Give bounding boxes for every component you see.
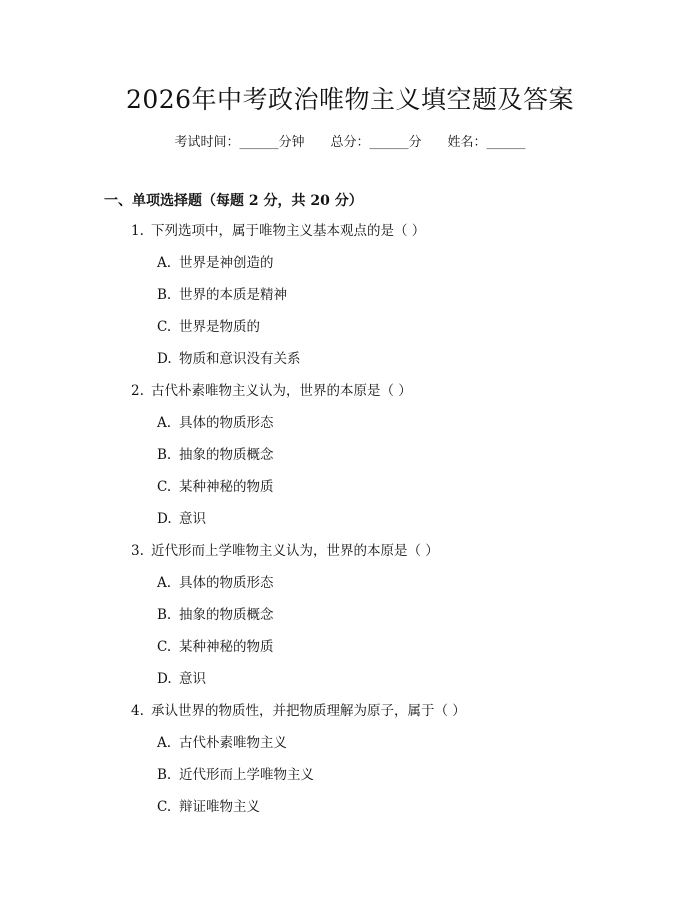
option-letter: C. — [157, 639, 172, 655]
question-list — [0, 221, 700, 829]
option-2a — [0, 413, 700, 445]
option-letter: B. — [157, 767, 172, 783]
option-letter: B. — [157, 287, 172, 303]
section-heading: 一、单项选择题（每题 2 分，共 20 分） — [104, 193, 363, 209]
question-4 — [0, 701, 700, 733]
option-text: 古代朴素唯物主义 — [179, 735, 287, 751]
option-4a — [0, 733, 700, 765]
question-1 — [0, 221, 700, 253]
option-letter: C. — [157, 479, 172, 495]
option-1d — [0, 349, 700, 381]
question-text: 下列选项中，属于唯物主义基本观点的是（ ） — [151, 223, 426, 239]
option-3a — [0, 573, 700, 605]
option-letter: B. — [157, 447, 172, 463]
option-text: 具体的物质形态 — [179, 575, 274, 591]
option-letter: D. — [157, 511, 172, 527]
option-4c — [0, 797, 700, 829]
question-text: 古代朴素唯物主义认为，世界的本原是（ ） — [151, 383, 412, 399]
option-text: 近代形而上学唯物主义 — [179, 767, 314, 783]
option-3c — [0, 637, 700, 669]
option-letter: D. — [157, 671, 172, 687]
question-number: 2. — [131, 383, 144, 399]
option-text: 意识 — [179, 671, 206, 687]
total-score-field: 总分：______分 — [330, 135, 422, 150]
option-letter: A. — [157, 575, 172, 591]
option-3b — [0, 605, 700, 637]
option-letter: A. — [157, 255, 172, 271]
exam-meta — [0, 131, 700, 150]
option-letter: D. — [157, 351, 172, 367]
question-2 — [0, 381, 700, 413]
option-2d — [0, 509, 700, 541]
option-2b — [0, 445, 700, 477]
question-number: 4. — [131, 703, 144, 719]
option-letter: A. — [157, 735, 172, 751]
option-letter: A. — [157, 415, 172, 431]
option-text: 某种神秘的物质 — [179, 479, 274, 495]
option-text: 意识 — [179, 511, 206, 527]
option-letter: C. — [157, 319, 172, 335]
option-text: 世界的本质是精神 — [179, 287, 287, 303]
option-text: 世界是神创造的 — [179, 255, 274, 271]
option-text: 物质和意识没有关系 — [179, 351, 301, 367]
option-text: 抽象的物质概念 — [179, 607, 274, 623]
option-letter: B. — [157, 607, 172, 623]
option-text: 辩证唯物主义 — [179, 799, 260, 815]
option-text: 抽象的物质概念 — [179, 447, 274, 463]
question-number: 1. — [131, 223, 144, 239]
question-3 — [0, 541, 700, 573]
option-1a — [0, 253, 700, 285]
student-name-field: 姓名：______ — [447, 135, 526, 150]
question-number: 3. — [131, 543, 144, 559]
option-1c — [0, 317, 700, 349]
question-text: 近代形而上学唯物主义认为，世界的本原是（ ） — [151, 543, 439, 559]
option-text: 世界是物质的 — [179, 319, 260, 335]
question-text: 承认世界的物质性，并把物质理解为原子，属于（ ） — [151, 703, 466, 719]
exam-time-field: 考试时间：______分钟 — [174, 135, 305, 150]
option-3d — [0, 669, 700, 701]
option-1b — [0, 285, 700, 317]
option-text: 具体的物质形态 — [179, 415, 274, 431]
option-2c — [0, 477, 700, 509]
option-4b — [0, 765, 700, 797]
option-letter: C. — [157, 799, 172, 815]
option-text: 某种神秘的物质 — [179, 639, 274, 655]
page-title: 2026年中考政治唯物主义填空题及答案 — [125, 85, 575, 114]
